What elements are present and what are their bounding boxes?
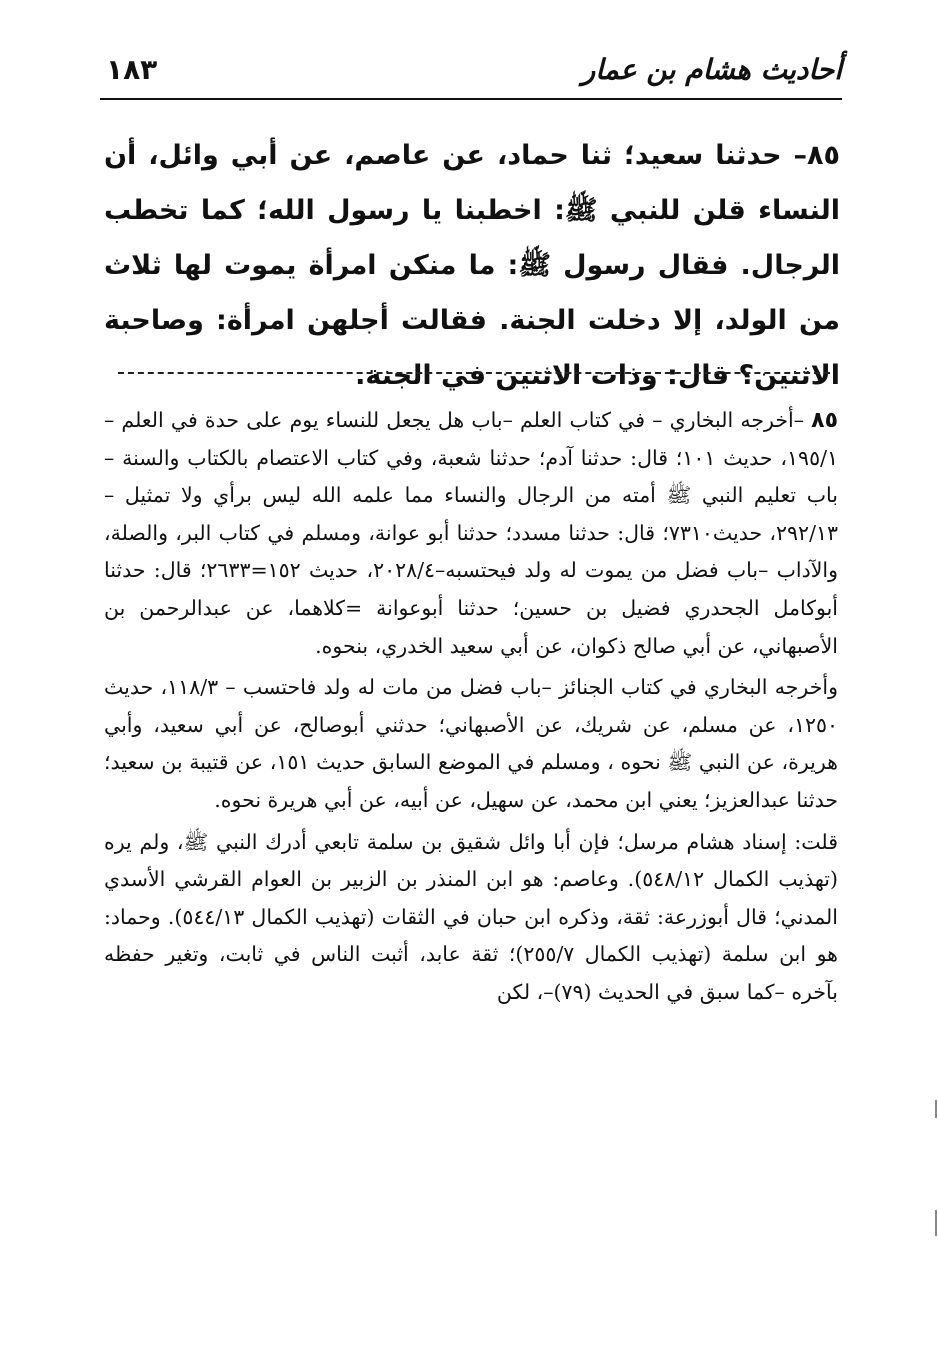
note-number: ٨٥ — [811, 408, 838, 433]
commentary-notes — [104, 402, 838, 1016]
note-paragraph-3: قلت: إسناد هشام مرسل؛ فإن أبا وائل شقيق بن سلمة تابعي أدرك النبي ﷺ، ولم يره (تهذيب الكمال ٥٤٨/١٢). وعاصم: هو ابن المنذر بن الزبير بن العوام القرشي الأسدي المدني؛ قال أبوزرعة: ثقة، وذكره ابن حبان في الثقات (تهذيب الكمال ٥٤٤/١٣). وحماد: هو ابن سلمة (تهذيب الكمال ٢٥٥/٧)؛ ثقة عابد، أثبت الناس في ثابت، وتغير حفظه بآخره –كما سبق في الحديث (٧٩)–، لكن — [104, 829, 838, 1004]
scan-edge-mark — [935, 1210, 937, 1236]
page-number: ١٨٣ — [106, 53, 158, 86]
header-title: أحاديث هشام بن عمار — [581, 53, 842, 86]
note-paragraph-1-text: –أخرجه البخاري – في كتاب العلم –باب هل يجعل للنساء يوم على حدة في العلم –١٩٥/١، حديث ١٠١؛ قال: حدثنا آدم؛ حدثنا شعبة، وفي كتاب الاعتصام بالكتاب والسنة –باب تعليم النبي ﷺ أمته من الرجال والنساء مما علمه الله ليس برأي ولا تمثيل –٢٩٢/١٣، حديث٧٣١٠؛ قال: حدثنا مسدد؛ حدثنا أبو عوانة، ومسلم في كتاب البر، والصلة، والآداب –باب فضل من يموت له ولد فيحتسبه–٢٠٢٨/٤، حديث ١٥٢=٢٦٣٣؛ قال: حدثنا أبوكامل الجحدري فضيل بن حسين؛ حدثنا أبوعوانة =كلاهما، عن عبدالرحمن بن الأصبهاني، عن أبي صالح ذكوان، عن أبي سعيد الخدري، بنحوه. — [104, 408, 839, 658]
note-paragraph-1 — [104, 402, 838, 665]
note-paragraph-2: وأخرجه البخاري في كتاب الجنائز –باب فضل من مات له ولد فاحتسب – ١١٨/٣، حديث ١٢٥٠، عن مسلم، عن شريك، عن الأصبهاني؛ حدثني أبوصالح، عن أبي سعيد، وأبي هريرة، عن النبي ﷺ نحوه ، ومسلم في الموضع السابق حديث ١٥١، عن قتيبة بن سعيد؛ حدثنا عبدالعزيز؛ يعني ابن محمد، عن سهيل، عن أبيه، عن أبي هريرة نحوه. — [104, 675, 838, 812]
section-divider — [118, 372, 830, 374]
hadith-text: ٨٥– حدثنا سعيد؛ ثنا حماد، عن عاصم، عن أبي وائل، أن النساء قلن للنبي ﷺ: اخطبنا يا رسول الله؛ كما تخطب الرجال. فقال رسول ﷺ: ما منكن امرأة يموت لها ثلاث من الولد، إلا دخلت الجنة. فقالت أجلهن امرأة: وصاحبة الاثنين؟ قال: وذات الاثنين في الجنة. — [104, 140, 840, 391]
scan-edge-mark — [935, 1100, 937, 1118]
header-rule — [100, 98, 842, 100]
running-header — [100, 48, 842, 96]
